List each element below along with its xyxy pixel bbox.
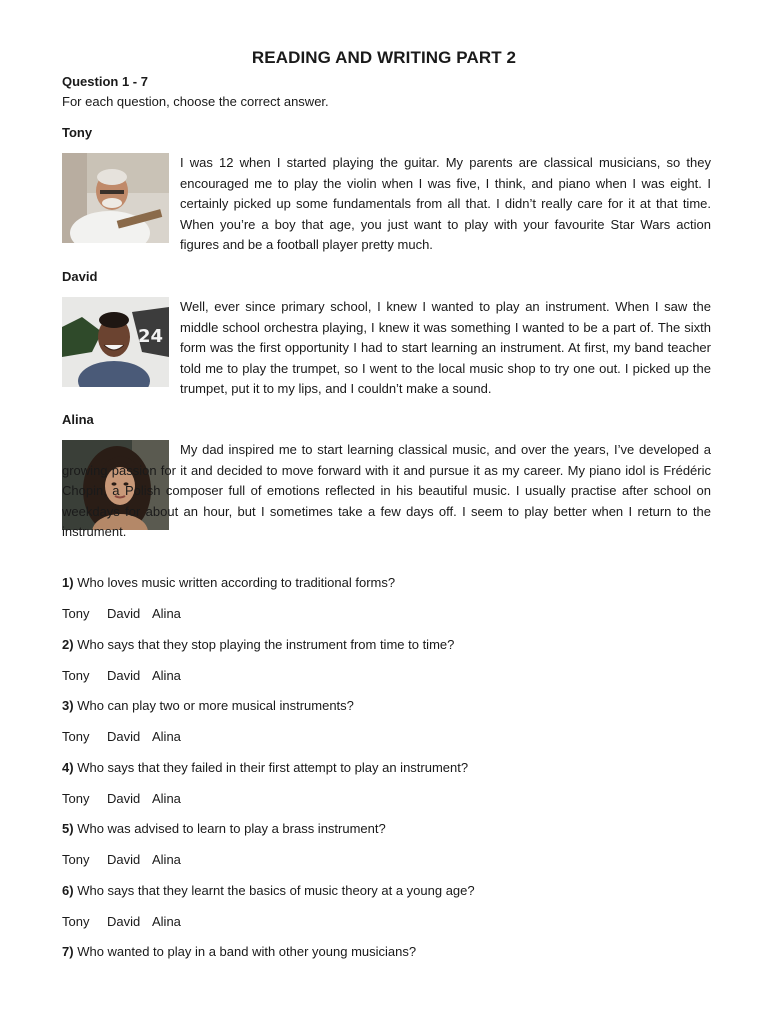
person-text-tony: I was 12 when I started playing the guitar. My parents are classical musicians, so they encouraged me to play the violin when I was five, I think, and piano when I was eight. I certainly picked up some fundamentals from all that. I didn’t really care for it at that time. When you’re a boy that age, you just want to play with your favourite Star Wars action figures and be a football player pretty much. <box>180 155 711 253</box>
person-name-alina: Alina <box>62 412 94 427</box>
answer-options-5 <box>62 852 181 867</box>
person-name-david: David <box>62 269 98 284</box>
answer-options-4 <box>62 791 181 806</box>
photo-david <box>62 297 169 387</box>
question-2: 2) Who says that they stop playing the instrument from time to time? <box>62 637 455 652</box>
option-david[interactable]: David <box>107 668 141 683</box>
option-alina[interactable]: Alina <box>152 606 181 621</box>
answer-options-1 <box>62 606 181 621</box>
question-7: 7) Who wanted to play in a band with other young musicians? <box>62 944 417 959</box>
answer-options-6 <box>62 914 181 929</box>
person-text-david: Well, ever since primary school, I knew I wanted to play an instrument. When I saw the middle school orchestra playing, I knew it was something I wanted to be a part of. The sixth form was the first opportunity I had to start learning an instrument. At first, my band teacher told me to play the trumpet, so I went to the local music shop to try one out. I picked up the trumpet, put it to my lips, and I couldn’t make a sound. <box>180 299 711 397</box>
option-alina[interactable]: Alina <box>152 852 181 867</box>
option-alina[interactable]: Alina <box>152 668 181 683</box>
option-alina[interactable]: Alina <box>152 729 181 744</box>
question-4: 4) Who says that they failed in their first attempt to play an instrument? <box>62 760 469 775</box>
option-david[interactable]: David <box>107 914 141 929</box>
person-name-tony: Tony <box>62 125 93 140</box>
answer-options-2 <box>62 668 181 683</box>
option-tony[interactable]: Tony <box>62 791 90 806</box>
option-alina[interactable]: Alina <box>152 791 181 806</box>
option-tony[interactable]: Tony <box>62 606 90 621</box>
option-tony[interactable]: Tony <box>62 668 90 683</box>
person-text-alina: My dad inspired me to start learning classical music, and over the years, I’ve developed a growing passion for it and decided to move forward with it and pursue it as my career. My piano idol is Frédéric Chopin, a Polish composer full of emotions reflected in his beautiful music. I usually practise after school on weekdays for about an hour, but I sometimes take a few days off. I seem to play better when I return to the instrument. <box>62 442 711 540</box>
option-tony[interactable]: Tony <box>62 852 90 867</box>
option-david[interactable]: David <box>107 729 141 744</box>
question-3: 3) Who can play two or more musical instruments? <box>62 698 354 713</box>
option-alina[interactable]: Alina <box>152 914 181 929</box>
option-tony[interactable]: Tony <box>62 729 90 744</box>
instructions: For each question, choose the correct answer. <box>62 94 329 109</box>
option-david[interactable]: David <box>107 606 141 621</box>
question-5: 5) Who was advised to learn to play a brass instrument? <box>62 821 386 836</box>
svg-text:24: 24 <box>138 326 164 347</box>
question-range: Question 1 - 7 <box>62 74 148 89</box>
option-david[interactable]: David <box>107 791 141 806</box>
question-6: 6) Who says that they learnt the basics of music theory at a young age? <box>62 883 475 898</box>
option-tony[interactable]: Tony <box>62 914 90 929</box>
option-david[interactable]: David <box>107 852 141 867</box>
question-1: 1) Who loves music written according to traditional forms? <box>62 575 396 590</box>
page-title: READING AND WRITING PART 2 <box>251 48 517 67</box>
answer-options-3 <box>62 729 181 744</box>
photo-tony <box>62 153 169 243</box>
